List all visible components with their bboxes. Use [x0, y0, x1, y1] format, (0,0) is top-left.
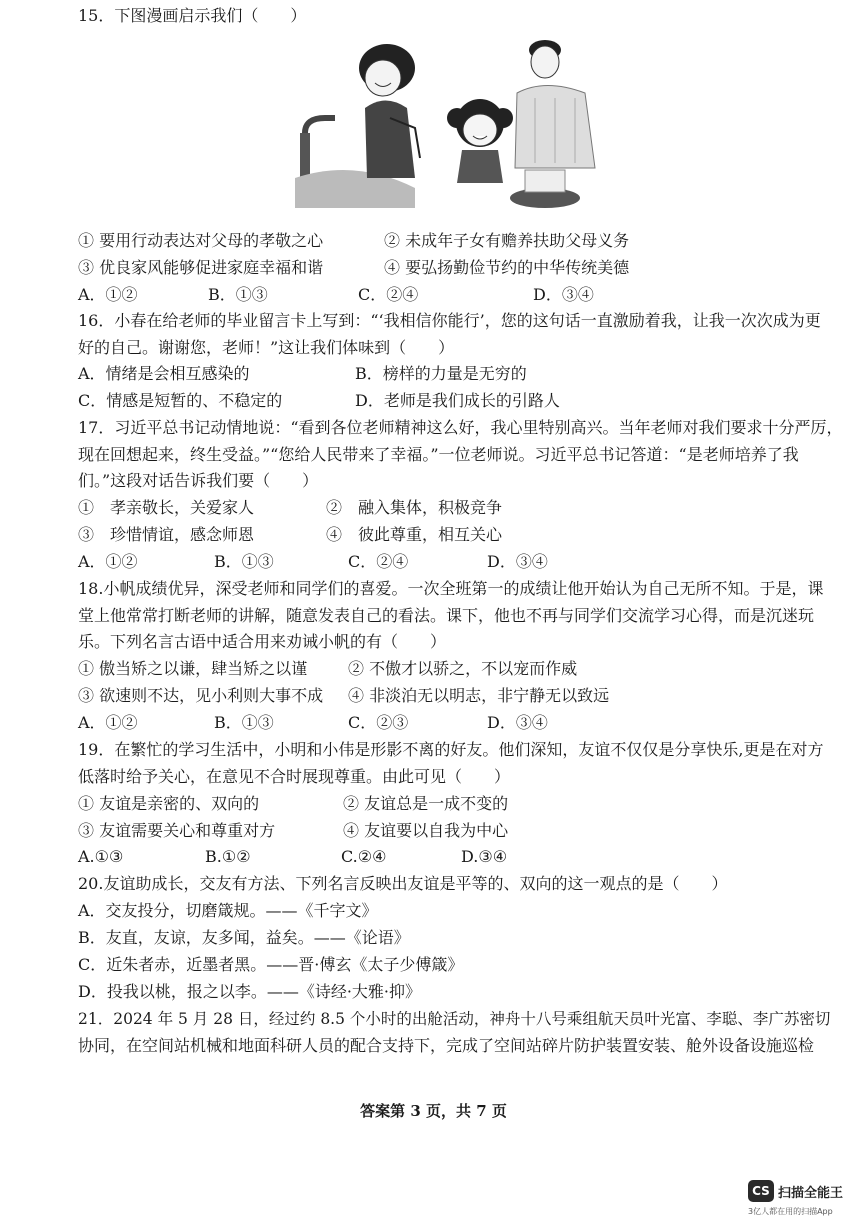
q18-choice-c: C．②③	[348, 713, 409, 732]
q15-option-4: ④ 要弘扬勤俭节约的中华传统美德	[384, 258, 630, 277]
q18-stem-line-3: 乐。下列名言古语中适合用来劝诫小帆的有（ ）	[78, 632, 447, 651]
q17-choice-d: D．③④	[487, 552, 548, 571]
q19-option-2: ② 友谊总是一成不变的	[343, 794, 509, 813]
q15-choice-b: B．①③	[208, 285, 268, 304]
q17-option-2: ② 融入集体，积极竞争	[326, 498, 503, 517]
q18-option-2: ② 不傲才以骄之，不以宠而作威	[348, 659, 578, 678]
q17-option-3: ③ 珍惜情谊，感念师恩	[78, 525, 255, 544]
q15-option-2: ② 未成年子女有赡养扶助父母义务	[384, 231, 630, 250]
q18-option-4: ④ 非淡泊无以明志，非宁静无以致远	[348, 686, 610, 705]
q16-choice-c: C．情感是短暂的、不稳定的	[78, 391, 283, 410]
q20-choice-d: D．投我以桃，报之以李。——《诗经·大雅·抑》	[78, 982, 422, 1001]
q18-stem-line-1: 18.小帆成绩优异，深受老师和同学们的喜爱。一次全班第一的成绩让他开始认为自己无所不知。于是，课	[78, 579, 824, 598]
q15-choice-a: A．①②	[78, 285, 138, 304]
q18-option-1: ① 傲当矫之以谦，肆当矫之以谨	[78, 659, 308, 678]
q18-stem-line-2: 堂上他常常打断老师的讲解，随意发表自己的看法。课下，他也不再与同学们交流学习心得，而是沉迷玩	[78, 606, 815, 625]
q16-choice-a: A．情绪是会相互感染的	[78, 364, 250, 383]
q20-choice-a: A．交友投分，切磨箴规。——《千字文》	[78, 901, 378, 920]
q18-choice-d: D．③④	[487, 713, 548, 732]
q17-option-4: ④ 彼此尊重，相互关心	[326, 525, 503, 544]
q17-choice-c: C．②④	[348, 552, 409, 571]
q18-option-3: ③ 欲速则不达，见小利则大事不成	[78, 686, 324, 705]
q19-choice-d: D.③④	[461, 847, 508, 866]
q20-choice-b: B．友直，友谅，友多闻，益矣。——《论语》	[78, 928, 410, 947]
q19-stem-line-1: 19．在繁忙的学习生活中，小明和小伟是形影不离的好友。他们深知，友谊不仅仅是分享快乐,更是在对方	[78, 740, 824, 759]
q19-stem-line-2: 低落时给予关心，在意见不合时展现尊重。由此可见（ ）	[78, 767, 511, 786]
scanner-app-name: 扫描全能王	[778, 1186, 844, 1201]
q17-choice-b: B．①③	[214, 552, 274, 571]
scanner-watermark	[748, 1180, 848, 1222]
q20-stem: 20.友谊助成长，交友有方法、下列名言反映出友谊是平等的、双向的这一观点的是（ ）	[78, 874, 728, 893]
q19-option-1: ① 友谊是亲密的、双向的	[78, 794, 260, 813]
q19-choice-b: B.①②	[205, 847, 251, 866]
q16-choice-b: B．榜样的力量是无穷的	[355, 364, 527, 383]
q17-stem-line-2: 现在回想起来，终生受益。”“您给人民带来了幸福。”一位老师说。习近平总书记答道：“是老师培养了我	[78, 445, 799, 464]
q17-option-1: ① 孝亲敬长，关爱家人	[78, 498, 255, 517]
q16-choice-d: D．老师是我们成长的引路人	[355, 391, 560, 410]
q17-stem-line-3: 们。”这段对话告诉我们要（ ）	[78, 471, 319, 490]
page-footer: 答案第 3 页，共 7 页	[360, 1102, 507, 1120]
q15-option-3: ③ 优良家风能够促进家庭幸福和谐	[78, 258, 324, 277]
q19-option-3: ③ 友谊需要关心和尊重对方	[78, 821, 276, 840]
q21-stem-line-2: 协同，在空间站机械和地面科研人员的配合支持下，完成了空间站碎片防护装置安装、舱外设备设施巡检	[78, 1036, 815, 1055]
q19-option-4: ④ 友谊要以自我为中心	[343, 821, 509, 840]
q18-choice-b: B．①③	[214, 713, 274, 732]
q20-choice-c: C．近朱者赤，近墨者黑。——晋·傅玄《太子少傅箴》	[78, 955, 464, 974]
scanner-tagline: 3亿人都在用的扫描App	[748, 1207, 833, 1216]
q19-choice-c: C.②④	[341, 847, 387, 866]
q15-option-1: ① 要用行动表达对父母的孝敬之心	[78, 231, 324, 250]
cartoon-illustration	[295, 38, 615, 216]
q15-choice-c: C．②④	[358, 285, 419, 304]
q17-stem-line-1: 17．习近平总书记动情地说：“看到各位老师精神这么好，我心里特别高兴。当年老师对我们要求十分严厉，	[78, 418, 843, 437]
q17-choice-a: A．①②	[78, 552, 138, 571]
q19-choice-a: A.①③	[78, 847, 124, 866]
q15-stem: 15．下图漫画启示我们（ ）	[78, 6, 307, 25]
q18-choice-a: A．①②	[78, 713, 138, 732]
q16-stem-line-2: 好的自己。谢谢您，老师！”这让我们体味到（ ）	[78, 338, 455, 357]
q15-choice-d: D．③④	[533, 285, 594, 304]
q16-stem-line-1: 16．小春在给老师的毕业留言卡上写到：“‘我相信你能行’，您的这句话一直激励着我，让我一次次成为更	[78, 311, 821, 330]
scanner-logo-icon: CS	[748, 1180, 774, 1202]
q21-stem-line-1: 21．2024 年 5 月 28 日，经过约 8.5 个小时的出舱活动，神舟十八号乘组航天员叶光富、李聪、李广苏密切	[78, 1010, 831, 1028]
